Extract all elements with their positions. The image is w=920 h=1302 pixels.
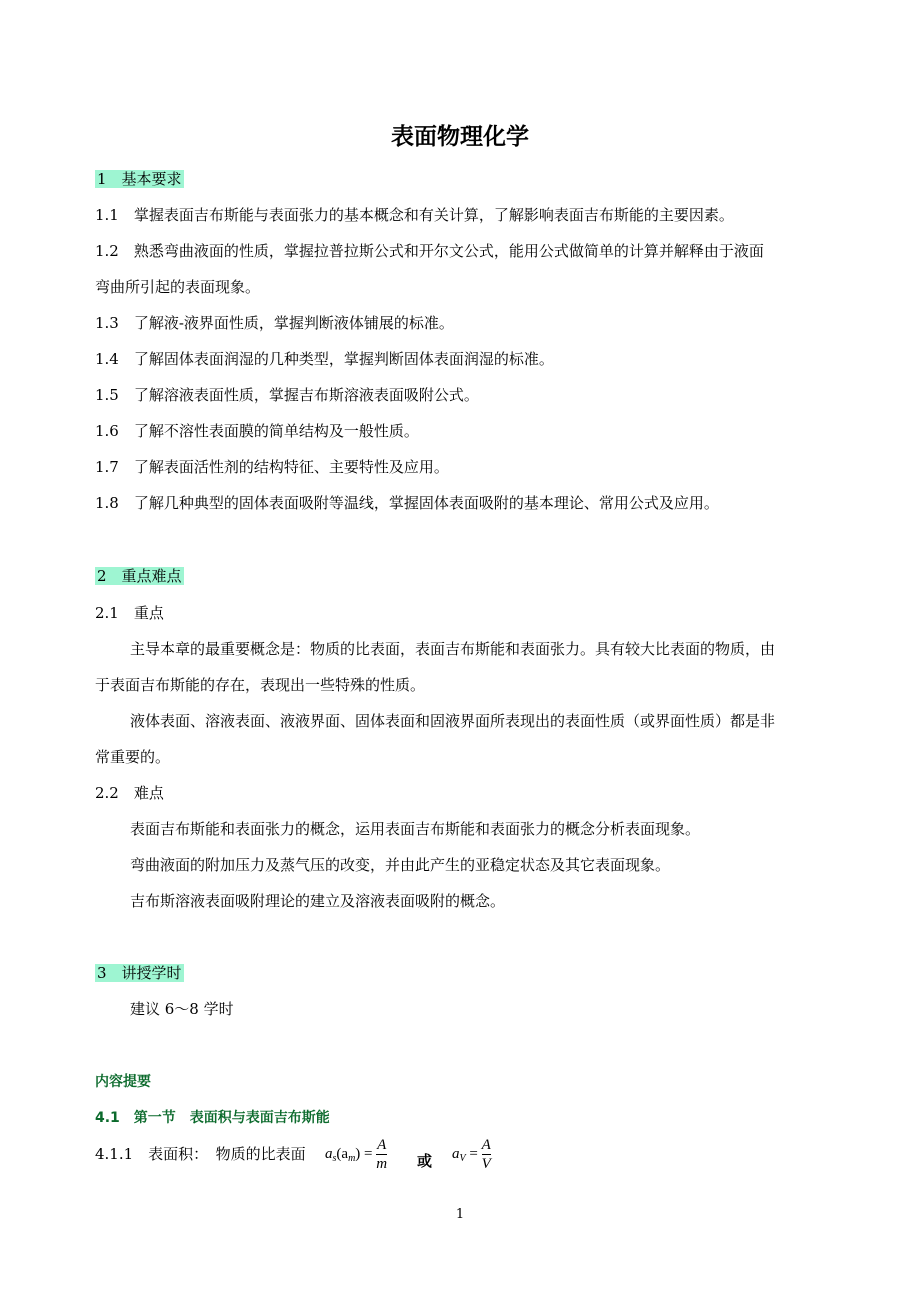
requirement-item-continued: 弯曲所引起的表面现象。 bbox=[95, 278, 261, 296]
section-2-heading: 2 重点难点 bbox=[97, 567, 182, 585]
fraction: $\frac{A}{V}$ bbox=[481, 1137, 491, 1172]
paragraph: 弯曲液面的附加压力及蒸气压的改变，并由此产生的亚稳定状态及其它表面现象。 bbox=[130, 856, 671, 874]
paragraph: 表面吉布斯能和表面张力的概念，运用表面吉布斯能和表面张力的概念分析表面现象。 bbox=[130, 820, 701, 838]
paragraph-continued: 常重要的。 bbox=[95, 748, 171, 766]
requirement-item: 1.1 掌握表面吉布斯能与表面张力的基本概念和有关计算，了解影响表面吉布斯能的主要因素。 bbox=[95, 206, 734, 224]
requirement-item: 1.3 了解液-液界面性质，掌握判断液体铺展的标准。 bbox=[95, 314, 454, 332]
paragraph: 吉布斯溶液表面吸附理论的建立及溶液表面吸附的概念。 bbox=[130, 892, 506, 910]
section-3-heading: 3 讲授学时 bbox=[97, 964, 182, 982]
contents-section-title: 4.1 第一节 表面积与表面吉布斯能 bbox=[95, 1110, 330, 1126]
page-number: 1 bbox=[455, 1207, 465, 1222]
requirement-item: 1.8 了解几种典型的固体表面吸附等温线，掌握固体表面吸附的基本理论、常用公式及应用。 bbox=[95, 494, 719, 512]
paragraph: 液体表面、溶液表面、液液界面、固体表面和固液界面所表现出的表面性质（或界面性质）都是非 bbox=[130, 712, 776, 730]
requirement-item: 1.4 了解固体表面润湿的几种类型，掌握判断固体表面润湿的标准。 bbox=[95, 350, 554, 368]
requirement-item: 1.5 了解溶液表面性质，掌握吉布斯溶液表面吸附公式。 bbox=[95, 386, 479, 404]
page-title: 表面物理化学 bbox=[391, 124, 529, 150]
contents-item: 4.1.1 表面积： 物质的比表面 bbox=[95, 1145, 306, 1163]
specific-surface-formula: $a_s(a_m)$ = $\frac{A}{m}$ bbox=[325, 1137, 388, 1172]
requirement-item: 1.6 了解不溶性表面膜的简单结构及一般性质。 bbox=[95, 422, 419, 440]
or-word: 或 bbox=[417, 1152, 433, 1170]
paragraph-continued: 于表面吉布斯能的存在，表现出一些特殊的性质。 bbox=[95, 676, 426, 694]
fraction: $\frac{A}{m}$ bbox=[376, 1137, 388, 1172]
requirement-item: 1.2 熟悉弯曲液面的性质，掌握拉普拉斯公式和开尔文公式，能用公式做简单的计算并解释由于液面 bbox=[95, 242, 764, 260]
paragraph: 主导本章的最重要概念是：物质的比表面，表面吉布斯能和表面张力。具有较大比表面的物质，由 bbox=[130, 640, 776, 658]
volume-specific-surface-formula: $a_V$ = $\frac{A}{V}$ bbox=[452, 1137, 491, 1172]
requirement-item: 1.7 了解表面活性剂的结构特征、主要特性及应用。 bbox=[95, 458, 449, 476]
contents-heading: 内容提要 bbox=[95, 1074, 151, 1090]
subsection-difficulties: 2.2 难点 bbox=[95, 784, 164, 802]
paragraph: 建议 6～8 学时 bbox=[130, 1000, 234, 1018]
section-1-heading: 1 基本要求 bbox=[97, 170, 182, 188]
subsection-key-points: 2.1 重点 bbox=[95, 604, 164, 622]
